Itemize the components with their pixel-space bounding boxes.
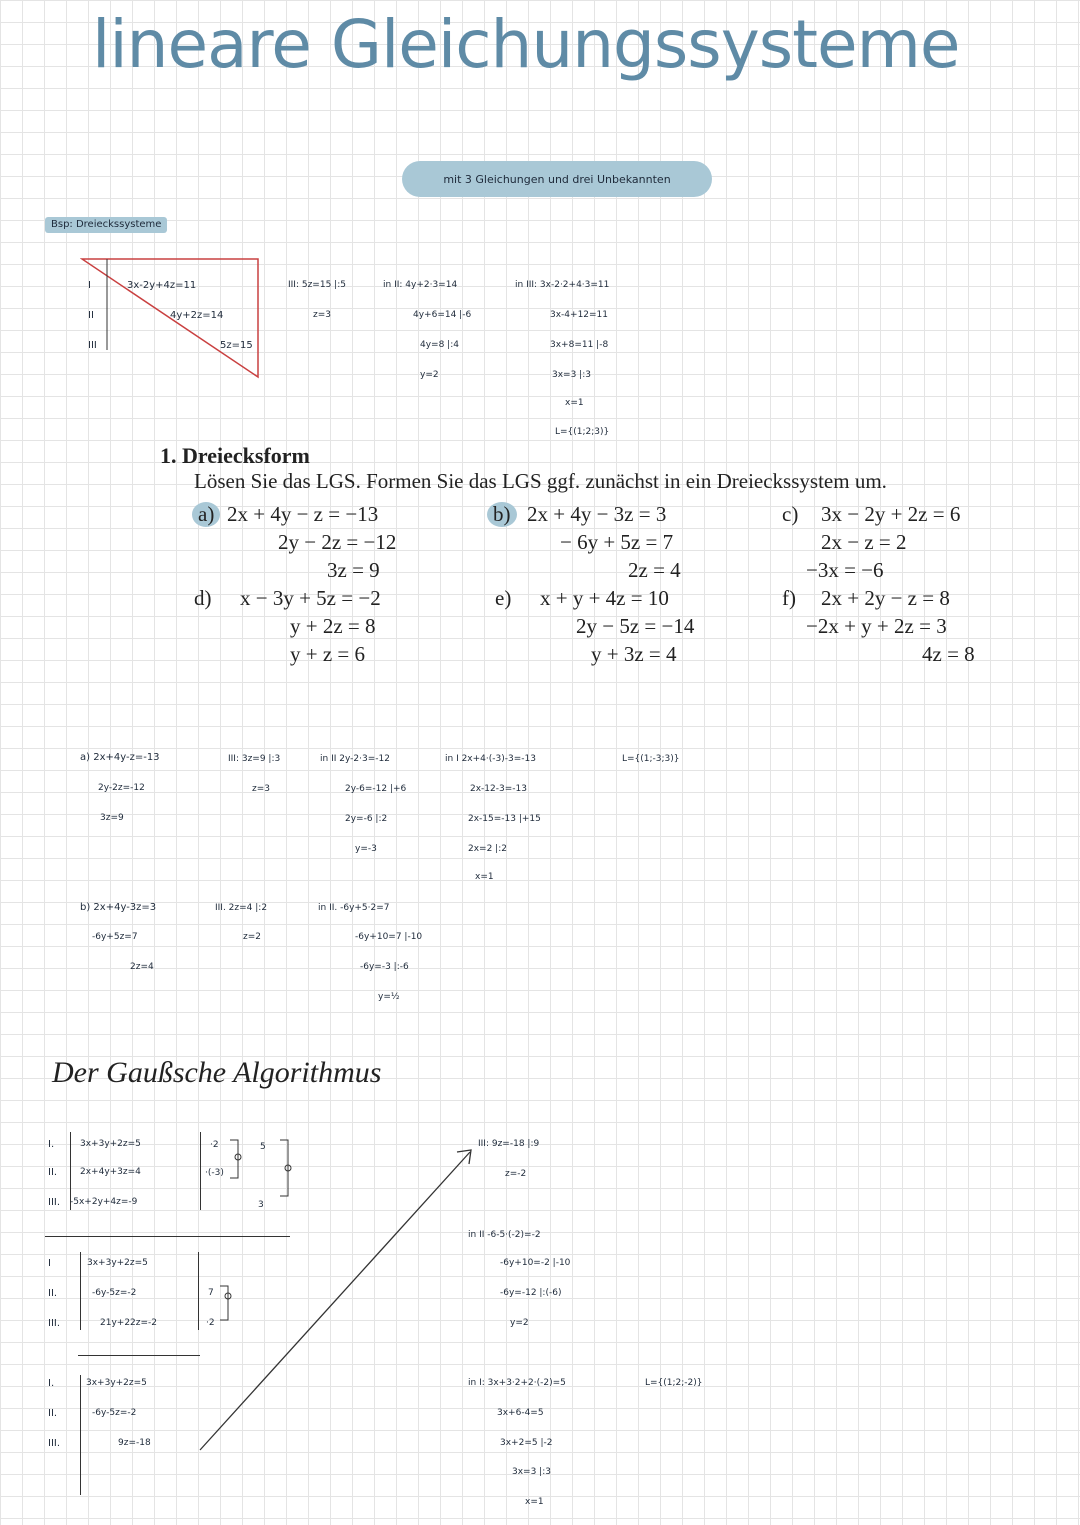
gauss-b2-roman-2: II.	[48, 1288, 58, 1299]
task-a-row-1: 2x + 4y − z = −13	[227, 502, 379, 526]
sol-a-step-y-2: 2y-6=-12 |+6	[345, 784, 407, 794]
task-instruction: Lösen Sie das LGS. Formen Sie das LGS ggf. zunächst in ein Dreieckssystem um.	[194, 469, 887, 493]
example-step-x-4: 3x=3 |:3	[552, 370, 591, 380]
example-result: L={(1;2;3)}	[555, 427, 610, 437]
gauss-step-x-3: 3x+2=5 |-2	[500, 1438, 553, 1448]
gauss-step-x-1: in I: 3x+3·2+2·(-2)=5	[468, 1378, 566, 1388]
gauss-b1-factor-1: ·2	[210, 1140, 219, 1150]
task-d-row-3: y + z = 6	[290, 642, 366, 666]
task-c-row-2: 2x − z = 2	[821, 530, 907, 554]
gauss-result: L={(1;2;-2)}	[645, 1378, 703, 1388]
gauss-block2-underline	[78, 1355, 200, 1356]
example-roman-1: I	[88, 280, 91, 291]
gauss-block3-divider	[80, 1375, 81, 1495]
gauss-b2-roman-3: III.	[48, 1318, 61, 1329]
sol-b-step-y-3: -6y=-3 |:-6	[360, 962, 409, 972]
gauss-b3-roman-1: I.	[48, 1378, 55, 1389]
sol-a-row-3: 3z=9	[100, 813, 124, 823]
task-a-row-3: 3z = 9	[327, 558, 380, 582]
example-roman-3: III	[88, 340, 97, 351]
example-step-y-4: y=2	[420, 370, 439, 380]
task-c-label: c)	[782, 502, 799, 526]
task-e-row-1: x + y + 4z = 10	[540, 586, 669, 610]
sol-a-result: L={(1;-3;3)}	[622, 754, 680, 764]
example-step-z-2: z=3	[313, 310, 331, 320]
gauss-b1-roman-3: III.	[48, 1197, 61, 1208]
task-c-row-1: 3x − 2y + 2z = 6	[821, 502, 961, 526]
gauss-step-y-3: -6y=-12 |:(-6)	[500, 1288, 562, 1298]
example-step-y-2: 4y+6=14 |-6	[413, 310, 472, 320]
gauss-b1-roman-1: I.	[48, 1139, 55, 1150]
gauss-b1-row-2: 2x+4y+3z=4	[80, 1167, 141, 1177]
gauss-step-x-2: 3x+6-4=5	[497, 1408, 544, 1418]
task-b-row-3: 2z = 4	[628, 558, 681, 582]
gauss-b3-roman-3: III.	[48, 1438, 61, 1449]
gauss-b3-row-3: 9z=-18	[118, 1438, 151, 1448]
gauss-arrow-icon	[195, 1140, 485, 1455]
subtitle: mit 3 Gleichungen und drei Unbekannten	[443, 172, 671, 186]
gauss-step-y-4: y=2	[510, 1318, 529, 1328]
task-f-label: f)	[782, 586, 796, 610]
task-heading: 1. Dreiecksform	[160, 443, 310, 468]
sol-b-step-y-4: y=½	[378, 992, 400, 1002]
task-d-label: d)	[194, 586, 212, 610]
gauss-step-x-4: 3x=3 |:3	[512, 1467, 551, 1477]
gauss-b3-roman-2: II.	[48, 1408, 58, 1419]
gauss-b3-row-2: -6y-5z=-2	[92, 1408, 137, 1418]
sol-a-row-2: 2y-2z=-12	[98, 783, 145, 793]
task-b-row-2: − 6y + 5z = 7	[560, 530, 674, 554]
example-step-y-3: 4y=8 |:4	[420, 340, 459, 350]
task-e-row-2: 2y − 5z = −14	[576, 614, 695, 638]
example-step-x-2: 3x-4+12=11	[550, 310, 609, 320]
sol-a-step-z-2: z=3	[252, 784, 270, 794]
gauss-b1-mark-1: 5	[260, 1142, 266, 1152]
gauss-b1-roman-2: II.	[48, 1167, 58, 1178]
gauss-b3-row-1: 3x+3y+2z=5	[86, 1378, 147, 1388]
task-d-row-2: y + 2z = 8	[290, 614, 376, 638]
gauss-block2-divider	[80, 1252, 81, 1330]
sol-b-step-y-1: in II. -6y+5·2=7	[318, 903, 390, 913]
sol-a-step-y-3: 2y=-6 |:2	[345, 814, 388, 824]
task-a-label: a)	[192, 502, 220, 527]
task-e-row-3: y + 3z = 4	[591, 642, 677, 666]
sol-a-step-y-4: y=-3	[355, 844, 377, 854]
task-c-row-3: −3x = −6	[806, 558, 884, 582]
sol-a-step-x-3: 2x-15=-13 |+15	[468, 814, 541, 824]
sol-b-step-z-2: z=2	[243, 932, 261, 942]
sol-a-step-x-4: 2x=2 |:2	[468, 844, 507, 854]
gauss-step-x-5: x=1	[525, 1497, 544, 1507]
example-eq1: 3x-2y+4z=11	[127, 280, 197, 291]
task-b-label: b)	[487, 502, 517, 527]
gauss-step-z-1: III: 9z=-18 |:9	[478, 1139, 540, 1149]
example-step-x-3: 3x+8=11 |-8	[550, 340, 609, 350]
example-step-z-1: III: 5z=15 |:5	[288, 280, 346, 290]
gauss-title: Der Gaußsche Algorithmus	[52, 1056, 382, 1089]
gauss-b2-row-1: 3x+3y+2z=5	[87, 1258, 148, 1268]
sol-a-step-x-1: in I 2x+4·(-3)-3=-13	[445, 754, 536, 764]
task-f-row-1: 2x + 2y − z = 8	[821, 586, 950, 610]
sol-a-step-y-1: in II 2y-2·3=-12	[320, 754, 390, 764]
gauss-b2-row-2: -6y-5z=-2	[92, 1288, 137, 1298]
sol-b-row-1: b) 2x+4y-3z=3	[80, 902, 157, 913]
gauss-b2-roman-1: I	[48, 1258, 51, 1269]
task-f-row-3: 4z = 8	[922, 642, 975, 666]
sol-b-row-3: 2z=4	[130, 962, 154, 972]
subtitle-pill	[402, 161, 712, 197]
sol-a-row-1: a) 2x+4y-z=-13	[80, 752, 160, 763]
example-eq3: 5z=15	[220, 340, 253, 351]
gauss-b1-row-1: 3x+3y+2z=5	[80, 1139, 141, 1149]
gauss-step-y-2: -6y+10=-2 |-10	[500, 1258, 571, 1268]
sol-a-step-x-2: 2x-12-3=-13	[470, 784, 527, 794]
example-roman-2: II	[88, 310, 94, 321]
gauss-b2-row-3: 21y+22z=-2	[100, 1318, 158, 1328]
sol-b-row-2: -6y+5z=7	[92, 932, 138, 942]
page-title: lineare Gleichungssysteme	[92, 6, 960, 83]
sol-a-step-z-1: III: 3z=9 |:3	[228, 754, 281, 764]
example-tag: Bsp: Dreieckssysteme	[45, 217, 167, 233]
sol-a-step-x-5: x=1	[475, 872, 494, 882]
sol-b-step-y-2: -6y+10=7 |-10	[355, 932, 423, 942]
example-step-x-5: x=1	[565, 398, 584, 408]
task-a-row-2: 2y − 2z = −12	[278, 530, 397, 554]
gauss-b1-mark-2: 3	[258, 1200, 264, 1210]
example-eq2: 4y+2z=14	[170, 310, 224, 321]
gauss-b2-factor-2: ·2	[206, 1318, 215, 1328]
gauss-step-z-2: z=-2	[505, 1169, 527, 1179]
gauss-b2-factor-1: 7	[208, 1288, 214, 1298]
task-box	[160, 443, 1040, 494]
sol-b-step-z-1: III. 2z=4 |:2	[215, 903, 268, 913]
task-d-row-1: x − 3y + 5z = −2	[240, 586, 381, 610]
example-step-x-1: in III: 3x-2·2+4·3=11	[515, 280, 610, 290]
gauss-b1-row-3: -5x+2y+4z=-9	[70, 1197, 138, 1207]
task-e-label: e)	[495, 586, 512, 610]
task-b-row-1: 2x + 4y − 3z = 3	[527, 502, 667, 526]
gauss-b1-factor-2: ·(-3)	[205, 1168, 224, 1178]
example-step-y-1: in II: 4y+2·3=14	[383, 280, 458, 290]
task-f-row-2: −2x + y + 2z = 3	[806, 614, 947, 638]
gauss-step-y-1: in II -6-5·(-2)=-2	[468, 1230, 541, 1240]
